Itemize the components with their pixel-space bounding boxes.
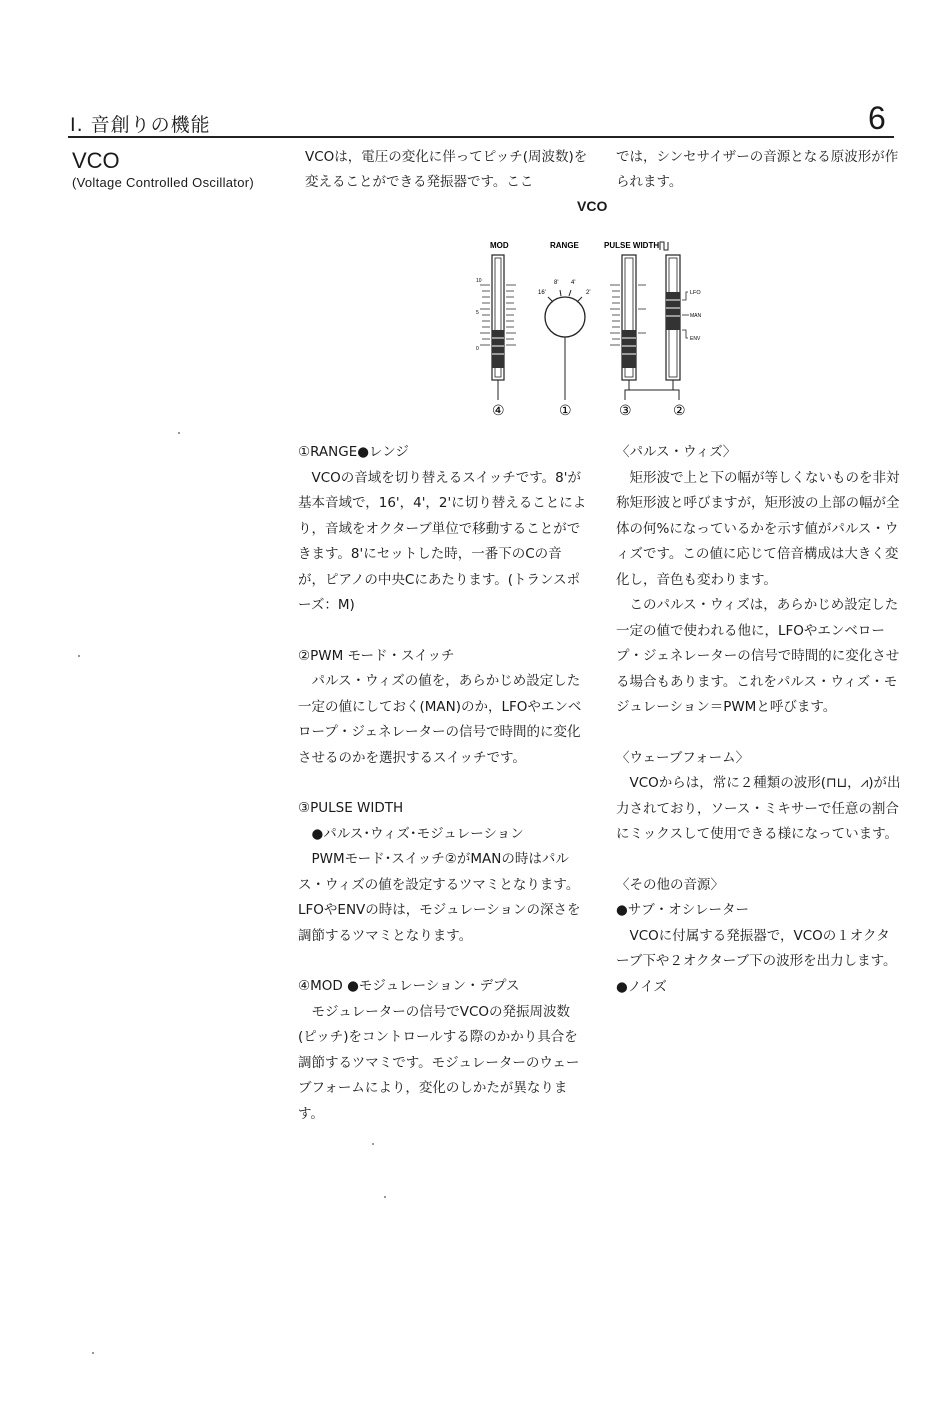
pwm-heading: ②PWM モード・スイッチ — [298, 647, 455, 664]
pulse-width-text: PWMモード･スイッチ②がMANの時はパルス・ウィズの値を設定するツマミとなります。LFOやENVの時は，モジュレーションの深さを調節するツマミとなります。 — [298, 851, 581, 944]
scan-speck — [178, 432, 180, 434]
callout-3: ③ — [619, 402, 632, 418]
intro-text-right: では，シンセサイザーの音源となる原波形が作られます。 — [616, 149, 899, 190]
vco-title: VCO — [72, 148, 120, 173]
intro-text-middle: VCOは，電圧の変化に伴ってピッチ(周波数)を変えることができる発振器です。ここ — [305, 149, 588, 190]
range-label: RANGE — [550, 241, 579, 250]
pwm-text: パルス・ウィズの値を，あらかじめ設定した一定の値にしておく(MAN)のか，LFOやエンベロープ・ジェネレーターの信号で時間的に変化させるのかを選択するスイッチです。 — [298, 673, 582, 766]
mod-scale-10: 10 — [476, 278, 482, 284]
sub-oscillator-heading: ●サブ・オシレーター — [616, 902, 749, 918]
mod-scale-5: 5 — [476, 310, 479, 316]
range-knob — [545, 290, 585, 337]
man-label: MAN — [690, 313, 702, 319]
range-heading: ①RANGE●レンジ — [298, 444, 409, 460]
pwm-switch-marks — [682, 292, 689, 338]
left-column — [298, 440, 588, 1127]
mod-label: MOD — [490, 241, 509, 250]
pulse-text-2: このパルス・ウィズは，あらかじめ設定した一定の値で使われる他に，LFOやエンベロープ・ジェネレーターの信号で時間的に変化させる場合もあります。これをパルス・ウィズ・モジュレーション＝PWMと呼びます。 — [616, 597, 900, 715]
page-number: 6 — [868, 100, 886, 136]
pulse-width-label: PULSE WIDTH — [604, 241, 660, 250]
figure-caption: VCO — [577, 198, 608, 214]
vco-subtitle: (Voltage Controlled Oscillator) — [72, 175, 254, 190]
scan-speck — [384, 1196, 386, 1198]
waveform-heading: 〈ウェーブフォーム〉 — [616, 749, 750, 766]
mod-heading: ④MOD ●モジュレーション・デプス — [298, 978, 520, 994]
mod-text: モジュレーターの信号でVCOの発振周波数(ピッチ)をコントロールする際のかかり具合を調節するツマミです。モジュレーターのウェーブフォームにより，変化のしかたが異なります。 — [298, 1003, 580, 1122]
vco-panel-figure — [470, 230, 730, 434]
callout-lines — [498, 337, 679, 400]
scan-speck — [78, 655, 80, 657]
scan-speck — [92, 1352, 94, 1354]
range-4-label: 4' — [571, 280, 576, 286]
section-title: I. 音創りの機能 — [70, 114, 211, 136]
pulse-width-subheading: ●パルス･ウィズ･モジュレーション — [311, 825, 524, 842]
pulse-waveform-icon — [660, 242, 668, 250]
callout-2: ② — [673, 402, 686, 418]
other-sources-heading: 〈その他の音源〉 — [616, 876, 724, 893]
range-8-label: 8' — [554, 280, 559, 286]
waveform-text: VCOからは，常に２種類の波形(⊓⊔，⩘)が出力されており，ソース・ミキサーで任意の割合にミックスして使用できる様になっています。 — [616, 775, 901, 842]
header-rule — [68, 136, 894, 138]
mod-scale-0: 0 — [476, 346, 479, 352]
pulse-width-heading: ③PULSE WIDTH — [298, 800, 404, 816]
callout-4: ④ — [492, 402, 505, 418]
mod-slider — [492, 255, 504, 380]
noise-heading: ●ノイズ — [616, 978, 667, 995]
env-label: ENV — [690, 336, 701, 342]
scan-speck — [372, 1143, 374, 1145]
callout-1: ① — [559, 402, 572, 418]
pulse-text-1: 矩形波で上と下の幅が等しくないものを非対称矩形波と呼びますが，矩形波の上部の幅が全体の何%になっているかを示す値がパルス・ウィズです。この値に応じて倍音構成は大きく変化し，音色も変わります。 — [616, 469, 900, 588]
lfo-label: LFO — [690, 290, 701, 296]
pulse-width-slider — [622, 255, 636, 380]
pwm-mode-switch — [666, 255, 680, 380]
range-16-label: 16' — [538, 290, 546, 296]
right-column — [616, 440, 901, 1000]
range-2-label: 2' — [586, 290, 591, 296]
sub-oscillator-text: VCOに付属する発振器で，VCOの１オクターブ下や２オクターブ下の波形を出力します。 — [616, 927, 897, 969]
range-text: VCOの音域を切り替えるスイッチです。8'が基本音域で，16'，4'，2'に切り替えることにより，音域をオクターブ単位で移動することができます。8'にセットした時，一番下のCの音が，ピアノの中央Cにあたります。(トランスポーズ：M) — [298, 469, 587, 613]
pulse-heading: 〈パルス・ウィズ〉 — [616, 444, 737, 460]
